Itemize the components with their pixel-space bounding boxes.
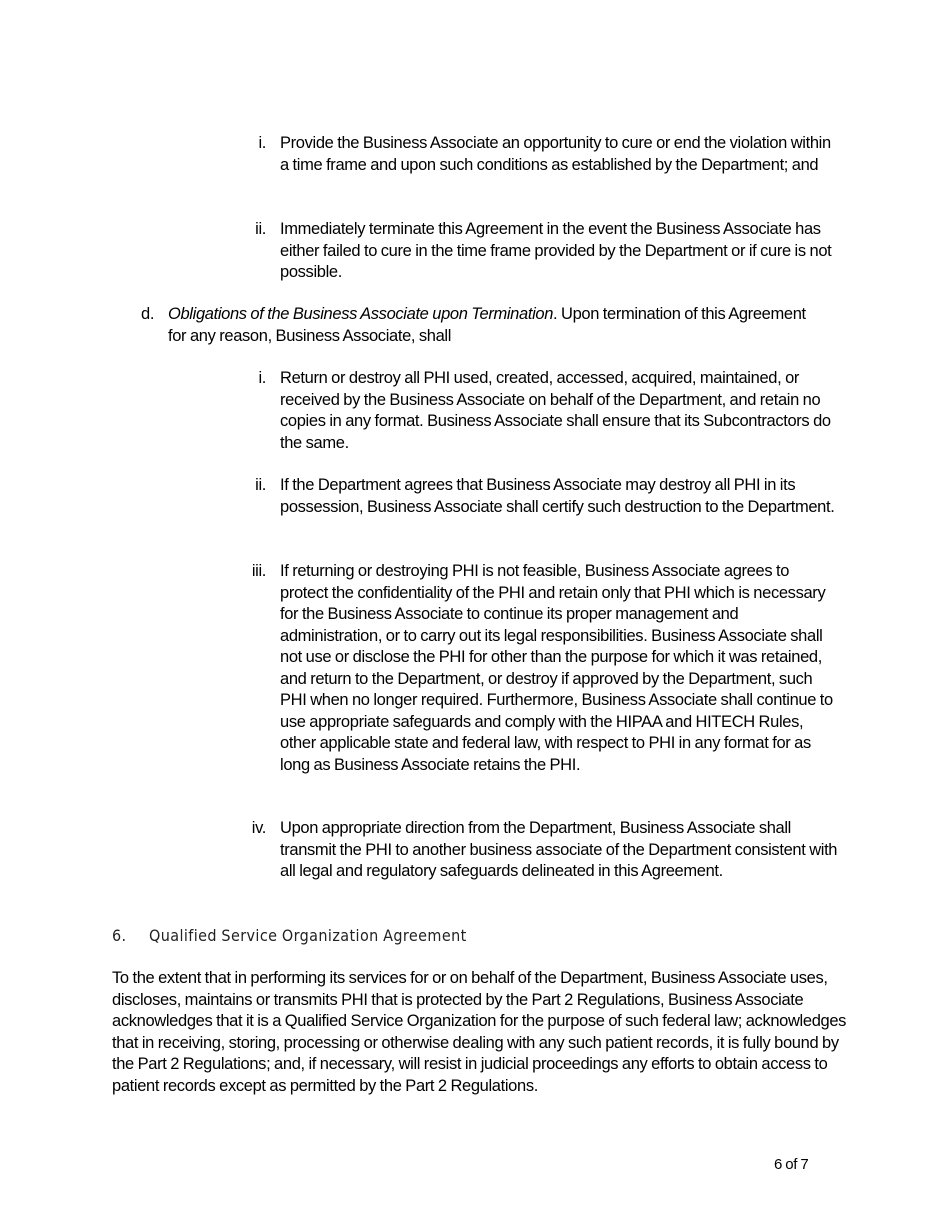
- list-item-text: Immediately terminate this Agreement in the event the Business Associate has either failed to cure in the time frame provided by the Department or if cure is not possible.: [280, 220, 832, 281]
- page-number: 6 of 7: [774, 1156, 809, 1173]
- list-marker: i.: [258, 369, 266, 387]
- section-6-paragraph: To the extent that in performing its services for or on behalf of the Department, Business Associate uses, discloses, maintains or transmits PHI that is protected by the Part 2 Regulations, Business Associate acknowledges that it is a Qualified Service Organization for the purpose of such federal law; acknowledges that in receiving, storing, processing or otherwise dealing with any such patient records, it is fully bound by the Part 2 Regulations; and, if necessary, will resist in judicial proceedings any efforts to obtain access to patient records except as permitted by the Part 2 Regulations.: [112, 969, 847, 1095]
- list-marker: iv.: [251, 819, 266, 837]
- section-6-number: 6.: [112, 926, 127, 945]
- list-marker: iii.: [251, 562, 266, 580]
- list-item-text: If returning or destroying PHI is not feasible, Business Associate agrees to protect the confidentiality of the PHI and retain only that PHI which is necessary for the Business Associate to continue its proper management and administration, or to carry out its legal responsibilities. Business Associate shall not use or disclose the PHI for other than the purpose for which it was retained, and return to the Department, or destroy if approved by the Department, such PHI when no longer required. Furthermore, Business Associate shall continue to use appropriate safeguards and comply with the HIPAA and HITECH Rules, other applicable state and federal law, with respect to PHI in any format for as long as Business Associate retains the PHI.: [280, 562, 833, 774]
- section-d-paragraph: [168, 304, 808, 347]
- list-item-text: Return or destroy all PHI used, created, accessed, acquired, maintained, or received by the Business Associate on behalf of the Department, and retain no copies in any format. Business Associate shall ensure that its Subcontractors do the same.: [280, 369, 831, 452]
- section-d-marker: d.: [141, 305, 155, 323]
- list-item-text: Upon appropriate direction from the Department, Business Associate shall transmit the PHI to another business associate of the Department consistent with all legal and regulatory safeguards delineated in this Agreement.: [280, 819, 838, 880]
- list-marker: ii.: [255, 220, 266, 238]
- list-marker: ii.: [255, 476, 266, 494]
- section-d-intro: . Upon termination of this Agreement for any reason, Business Associate, shall: [168, 305, 806, 345]
- section-6-title: Qualified Service Organization Agreement: [149, 926, 467, 945]
- section-d-title: Obligations of the Business Associate upon Termination: [168, 305, 554, 323]
- list-item-text: Provide the Business Associate an opportunity to cure or end the violation within a time frame and upon such conditions as established by the Department; and: [280, 134, 831, 174]
- section-6-heading: [112, 925, 467, 947]
- list-marker: i.: [258, 134, 266, 152]
- list-item-text: If the Department agrees that Business Associate may destroy all PHI in its possession, Business Associate shall certify such destruction to the Department.: [280, 476, 835, 516]
